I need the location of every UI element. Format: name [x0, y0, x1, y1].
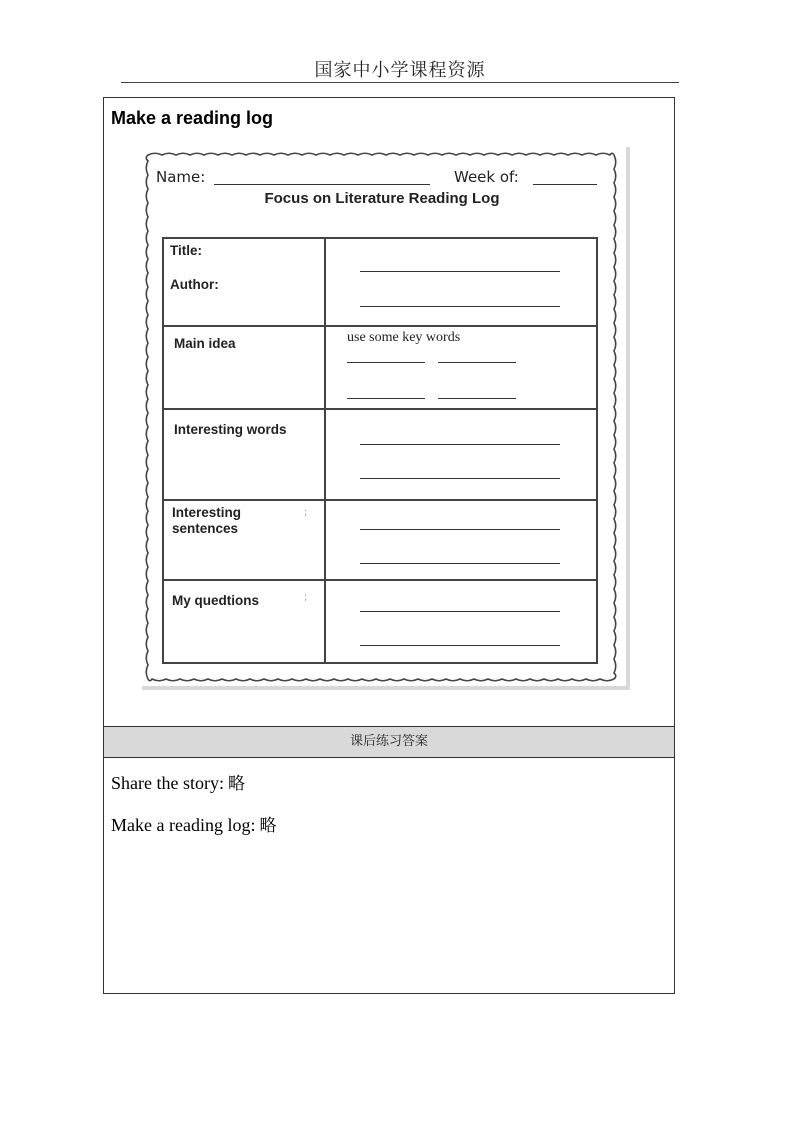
writing-line — [360, 271, 560, 272]
name-label: Name: — [156, 168, 206, 186]
writing-line — [438, 398, 516, 399]
writing-line — [360, 529, 560, 530]
interesting-sentences-label-1: Interesting — [172, 505, 242, 520]
row-divider — [164, 499, 596, 501]
writing-line — [360, 478, 560, 479]
answer-item — [111, 769, 245, 794]
my-questions-label: My quedtions — [172, 593, 259, 608]
answer-value: 略 — [227, 774, 245, 794]
writing-line — [347, 362, 425, 363]
answer-label: Make a reading log: — [111, 815, 256, 835]
name-blank-line — [214, 184, 430, 185]
row-divider — [164, 325, 596, 327]
writing-line — [360, 444, 560, 445]
scan-tick-mark: ; — [304, 592, 308, 603]
reading-log-table — [162, 237, 598, 664]
title-label: Title: — [170, 243, 203, 258]
answer-label: Share the story: — [111, 773, 224, 793]
week-blank-line — [533, 184, 597, 185]
author-label: Author: — [170, 277, 219, 292]
writing-line — [360, 306, 560, 307]
writing-line — [347, 398, 425, 399]
section-title: Make a reading log — [111, 108, 274, 128]
row-divider — [164, 579, 596, 581]
week-label: Week of: — [454, 168, 519, 186]
writing-line — [360, 563, 560, 564]
header-rule — [121, 82, 679, 83]
interesting-sentences-label-2: sentences — [172, 521, 239, 536]
worksheet-title: Focus on Literature Reading Log — [264, 190, 500, 207]
writing-line — [360, 645, 560, 646]
scan-tick-mark: ; — [304, 507, 308, 518]
answer-value: 略 — [259, 816, 277, 836]
main-idea-label: Main idea — [174, 336, 236, 351]
answers-header-bar: 课后练习答案 — [104, 726, 674, 758]
interesting-words-label: Interesting words — [174, 422, 287, 437]
writing-line — [438, 362, 516, 363]
column-divider — [324, 239, 326, 662]
main-idea-hint: use some key words — [347, 330, 461, 345]
writing-line — [360, 611, 560, 612]
reading-log-worksheet — [138, 143, 630, 690]
answer-item — [111, 811, 276, 836]
page-header: 国家中小学课程资源 — [314, 60, 486, 81]
row-divider — [164, 408, 596, 410]
